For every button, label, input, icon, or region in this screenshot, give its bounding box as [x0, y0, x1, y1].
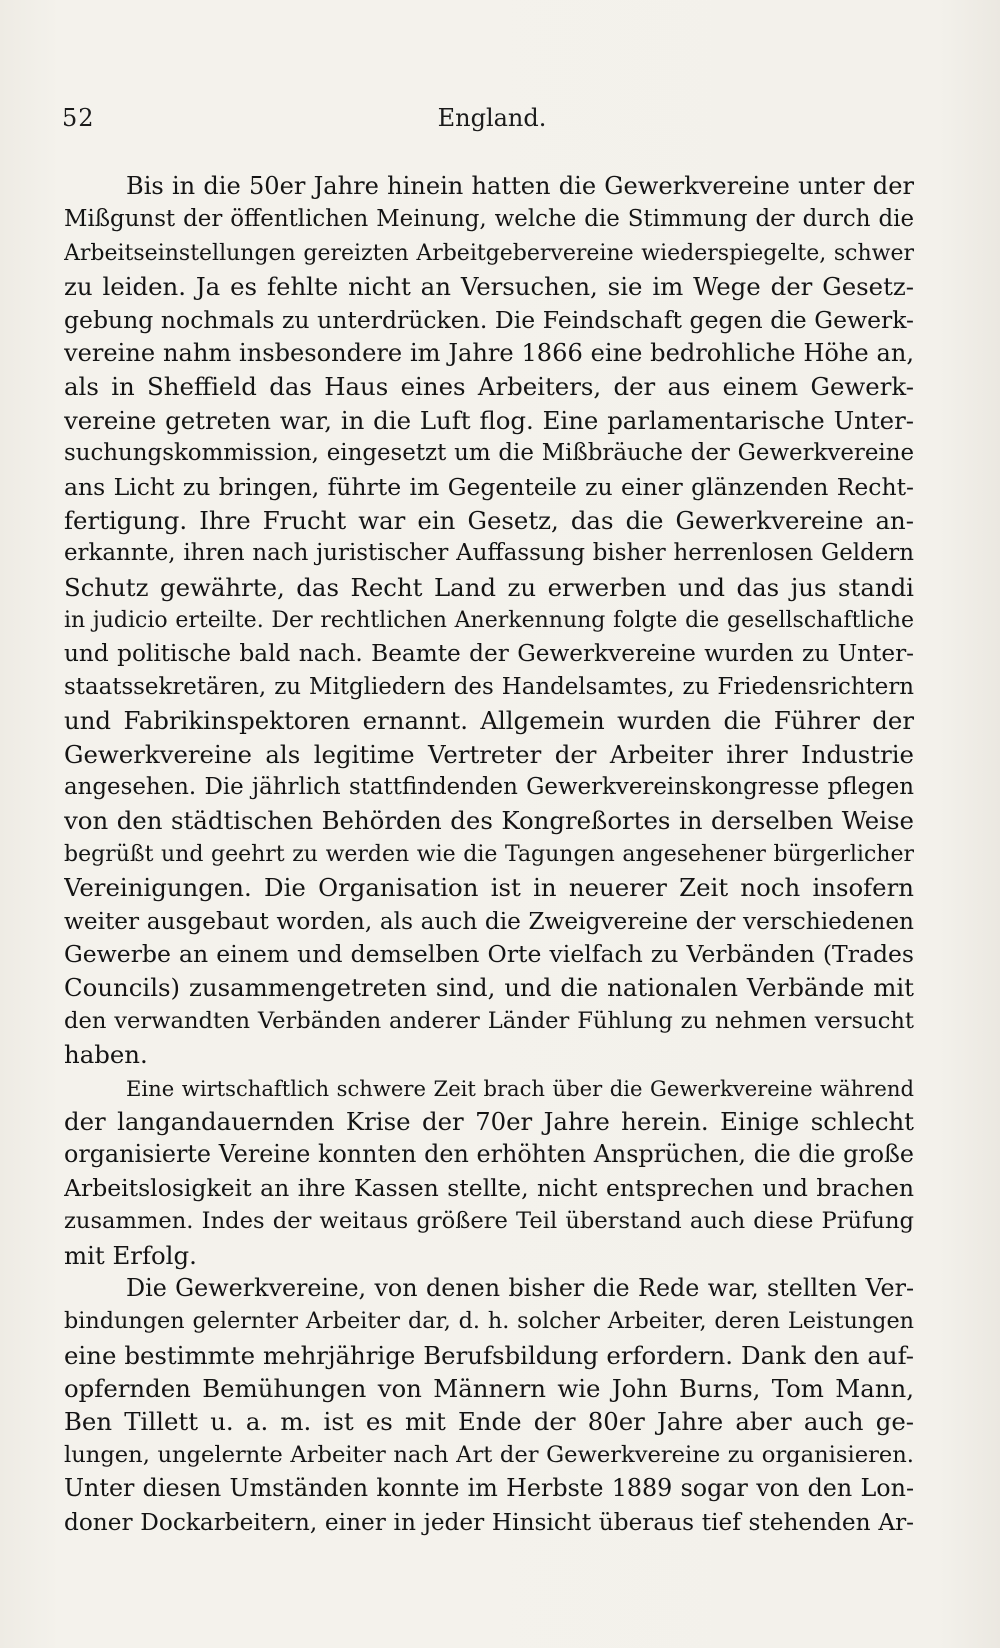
text-line: staatssekretären, zu Mitgliedern des Handelsamtes, zu Friedensrichtern	[64, 673, 914, 700]
text-line: organisierte Vereine konnten den erhöhten Ansprüchen, die die große	[64, 1140, 914, 1169]
text-line: fertigung. Ihre Frucht war ein Gesetz, das die Gewerkvereine an-	[64, 505, 914, 535]
text-line: doner Dockarbeitern, einer in jeder Hinsicht überaus tief stehenden Ar-	[64, 1508, 914, 1536]
text-line: Eine wirtschaftlich schwere Zeit brach über die Gewerkvereine während	[126, 1075, 914, 1101]
text-line: eine bestimmte mehrjährige Berufsbildung erfordern. Dank den auf-	[64, 1340, 914, 1370]
text-line: Die Gewerkvereine, von denen bisher die Rede war, stellten Ver-	[126, 1273, 914, 1302]
text-line: Schutz gewährte, das Recht Land zu erwerben und das jus standi	[64, 572, 914, 602]
text-line: und Fabrikinspektoren ernannt. Allgemein wurden die Führer der	[64, 706, 914, 736]
text-line: den verwandten Verbänden anderer Länder Fühlung zu nehmen versucht	[64, 1007, 914, 1034]
text-line: weiter ausgebaut worden, als auch die Zweigvereine der verschiedenen	[64, 907, 914, 935]
text-line: ans Licht zu bringen, führte im Gegenteile zu einer glänzenden Recht-	[64, 472, 914, 501]
text-line: gebung nochmals zu unterdrücken. Die Feindschaft gegen die Gewerk-	[64, 305, 914, 334]
text-line: erkannte, ihren nach juristischer Auffassung bisher herrenlosen Geldern	[64, 540, 914, 567]
text-line: als in Sheffield das Haus eines Arbeiters, der aus einem Gewerk-	[64, 372, 914, 402]
text-line: begrüßt und geehrt zu werden wie die Tagungen angesehener bürgerlicher	[64, 841, 914, 867]
text-line: von den städtischen Behörden des Kongreßortes in derselben Weise	[64, 806, 914, 836]
text-line: angesehen. Die jährlich stattfindenden Gewerkvereinskongresse pflegen	[64, 774, 914, 801]
text-line: lungen, ungelernte Arbeiter nach Art der Gewerkvereine zu organisieren.	[64, 1441, 914, 1468]
text-line: und politische bald nach. Beamte der Gewerkvereine wurden zu Unter-	[64, 640, 914, 668]
text-line: Bis in die 50er Jahre hinein hatten die Gewerkvereine unter der	[126, 172, 914, 200]
text-line: mit Erfolg.	[64, 1240, 197, 1270]
page-header	[62, 104, 922, 144]
text-line: bindungen gelernter Arbeiter dar, d. h. solcher Arbeiter, deren Leistungen	[64, 1308, 914, 1335]
text-line: vereine getreten war, in die Luft flog. Eine parlamentarische Unter-	[64, 405, 914, 435]
text-line: Arbeitseinstellungen gereizten Arbeitgebervereine wiederspiegelte, schwer	[64, 240, 914, 266]
page-number: 52	[62, 104, 95, 132]
text-line: opfernden Bemühungen von Männern wie John Burns, Tom Mann,	[64, 1374, 914, 1404]
text-line: Gewerkvereine als legitime Vertreter der Arbeiter ihrer Industrie	[64, 739, 914, 769]
running-head: England.	[437, 104, 547, 132]
paragraph-2	[64, 1072, 914, 1272]
body-text	[64, 170, 914, 1539]
text-line: in judicio erteilte. Der rechtlichen Anerkennung folgte die gesellschaftliche	[64, 608, 914, 634]
paragraph-1	[64, 170, 914, 1072]
text-line: Gewerbe an einem und demselben Orte vielfach zu Verbänden (Trades	[64, 939, 914, 968]
paragraph-3	[64, 1272, 914, 1539]
text-line: Arbeitslosigkeit an ihre Kassen stellte, nicht entsprechen und brachen	[64, 1173, 914, 1202]
text-line: zusammen. Indes der weitaus größere Teil überstand auch diese Prüfung	[64, 1208, 914, 1235]
text-line: zu leiden. Ja es fehlte nicht an Versuchen, sie im Wege der Gesetz-	[64, 272, 914, 302]
text-line: Ben Tillett u. a. m. ist es mit Ende der 80er Jahre aber auch ge-	[64, 1407, 914, 1437]
text-line: suchungskommission, eingesetzt um die Mißbräuche der Gewerkvereine	[64, 440, 914, 467]
text-line: Unter diesen Umständen konnte im Herbste 1889 sogar von den Lon-	[64, 1474, 914, 1503]
text-line: der langandauernden Krise der 70er Jahre herein. Einige schlecht	[64, 1106, 914, 1136]
text-line: vereine nahm insbesondere im Jahre 1866 eine bedrohliche Höhe an,	[64, 338, 914, 367]
text-line: Vereinigungen. Die Organisation ist in neuerer Zeit noch insofern	[64, 873, 914, 903]
text-line: Councils) zusammengetreten sind, und die nationalen Verbände mit	[64, 973, 914, 1003]
text-line: haben.	[64, 1040, 148, 1070]
text-line: Mißgunst der öffentlichen Meinung, welche die Stimmung der durch die	[64, 206, 914, 233]
